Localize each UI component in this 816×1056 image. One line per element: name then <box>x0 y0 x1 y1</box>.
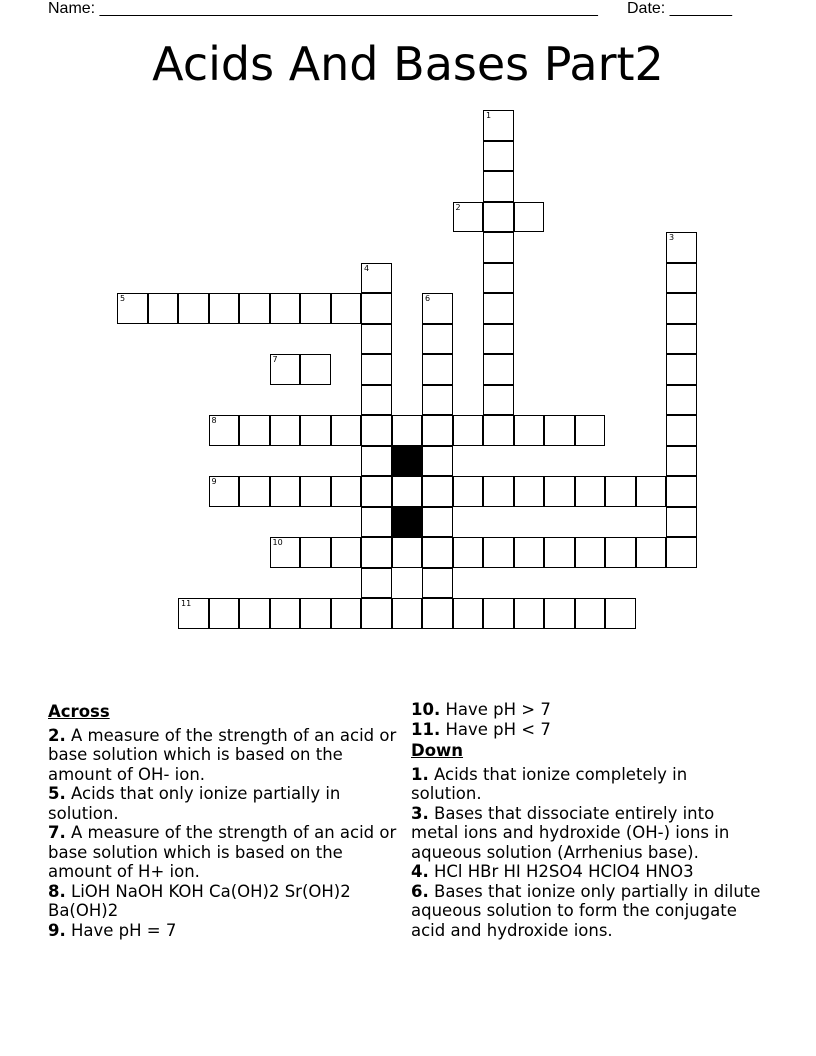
crossword-cell[interactable] <box>666 324 697 355</box>
crossword-cell[interactable] <box>300 476 331 507</box>
crossword-cell[interactable] <box>392 415 423 446</box>
clue-item <box>411 862 761 882</box>
clue-number: 4 <box>364 263 370 273</box>
crossword-cell[interactable] <box>361 476 392 507</box>
crossword-cell[interactable] <box>209 293 240 324</box>
clue-number: 10 <box>272 538 283 547</box>
crossword-cell[interactable] <box>666 293 697 324</box>
crossword-cell[interactable] <box>361 415 392 446</box>
clue-item <box>411 720 761 740</box>
crossword-cell[interactable] <box>544 598 575 629</box>
crossword-cell[interactable] <box>575 415 606 446</box>
date-field-label[interactable]: Date: _______ <box>627 0 732 17</box>
crossword-cell[interactable] <box>636 476 667 507</box>
crossword-cell[interactable] <box>270 537 301 568</box>
crossword-cell[interactable] <box>422 537 453 568</box>
crossword-cell[interactable] <box>331 598 362 629</box>
crossword-cell[interactable] <box>300 598 331 629</box>
crossword-cell[interactable] <box>666 385 697 416</box>
clue-item-number: 3. <box>411 803 429 823</box>
crossword-cell[interactable] <box>422 415 453 446</box>
crossword-cell[interactable] <box>270 293 301 324</box>
crossword-cell[interactable] <box>361 598 392 629</box>
crossword-cell[interactable] <box>300 415 331 446</box>
clue-item-number: 5. <box>48 784 66 803</box>
crossword-cell[interactable] <box>483 598 514 629</box>
crossword-cell[interactable] <box>209 415 240 446</box>
crossword-cell[interactable] <box>361 293 392 324</box>
clue-number: 9 <box>211 477 217 486</box>
crossword-cell[interactable] <box>361 385 392 416</box>
crossword-block-cell <box>392 507 423 538</box>
clue-item <box>48 823 398 882</box>
crossword-cell[interactable] <box>483 202 514 233</box>
clue-item-number: 1. <box>411 764 429 784</box>
crossword-cell[interactable] <box>453 415 484 446</box>
crossword-cell[interactable] <box>453 202 484 233</box>
crossword-cell[interactable] <box>666 537 697 568</box>
crossword-cell[interactable] <box>209 476 240 507</box>
crossword-cell[interactable] <box>422 324 453 355</box>
crossword-cell[interactable] <box>331 537 362 568</box>
crossword-cell[interactable] <box>544 537 575 568</box>
crossword-cell[interactable] <box>666 354 697 385</box>
crossword-cell[interactable] <box>361 568 392 599</box>
crossword-cell[interactable] <box>178 598 209 629</box>
crossword-cell[interactable] <box>575 537 606 568</box>
crossword-cell[interactable] <box>483 476 514 507</box>
crossword-cell[interactable] <box>483 141 514 172</box>
crossword-cell[interactable] <box>483 110 514 141</box>
crossword-cell[interactable] <box>605 537 636 568</box>
crossword-cell[interactable] <box>544 476 575 507</box>
crossword-cell[interactable] <box>514 476 545 507</box>
crossword-cell[interactable] <box>392 537 423 568</box>
name-field-label[interactable]: Name: ________________________________________________________ <box>48 0 598 17</box>
crossword-cell[interactable] <box>270 598 301 629</box>
crossword-cell[interactable] <box>422 568 453 599</box>
crossword-cell[interactable] <box>270 354 301 385</box>
crossword-cell[interactable] <box>666 507 697 538</box>
crossword-cell[interactable] <box>239 476 270 507</box>
crossword-cell[interactable] <box>331 415 362 446</box>
clue-item-text: Have pH < 7 <box>440 719 551 739</box>
crossword-cell[interactable] <box>453 598 484 629</box>
clue-number: 11 <box>181 599 192 608</box>
crossword-cell[interactable] <box>300 354 331 385</box>
crossword-cell[interactable] <box>422 385 453 416</box>
clue-item-number: 8. <box>48 881 66 901</box>
crossword-cell[interactable] <box>300 293 331 324</box>
crossword-cell[interactable] <box>514 537 545 568</box>
crossword-cell[interactable] <box>361 537 392 568</box>
clue-number: 2 <box>455 202 461 212</box>
crossword-cell[interactable] <box>575 476 606 507</box>
clue-item-number: 6. <box>411 881 429 901</box>
clue-item <box>48 784 398 823</box>
clue-item-number: 10. <box>411 700 441 719</box>
down-heading: Down <box>411 741 464 760</box>
clue-item-text: Have pH = 7 <box>65 920 177 940</box>
crossword-cell[interactable] <box>178 293 209 324</box>
clue-item-text: Bases that ionize only partially in dilute aqueous solution to form the conjugate acid and hydroxide ions. <box>411 881 761 940</box>
crossword-cell[interactable] <box>453 537 484 568</box>
crossword-cell[interactable] <box>422 476 453 507</box>
crossword-cell[interactable] <box>422 446 453 477</box>
page-title: Acids And Bases Part2 <box>152 37 664 91</box>
crossword-cell[interactable] <box>483 263 514 294</box>
clue-number: 8 <box>211 416 217 425</box>
crossword-cell[interactable] <box>148 293 179 324</box>
clue-item <box>48 882 398 921</box>
across-clues <box>48 700 398 940</box>
crossword-cell[interactable] <box>483 415 514 446</box>
clue-item <box>48 921 398 941</box>
clue-item <box>411 765 761 804</box>
crossword-cell[interactable] <box>331 476 362 507</box>
crossword-cell[interactable] <box>361 324 392 355</box>
crossword-cell[interactable] <box>483 354 514 385</box>
clue-item-number: 4. <box>411 862 429 881</box>
clue-item-text: Bases that dissociate entirely into metal ions and hydroxide (OH-) ions in aqueous solution (Arrhenius base). <box>411 803 730 862</box>
crossword-cell[interactable] <box>666 446 697 477</box>
crossword-cell[interactable] <box>514 202 545 233</box>
crossword-cell[interactable] <box>392 598 423 629</box>
crossword-cell[interactable] <box>422 598 453 629</box>
crossword-cell[interactable] <box>483 324 514 355</box>
crossword-block-cell <box>392 446 423 477</box>
crossword-cell[interactable] <box>361 354 392 385</box>
crossword-cell[interactable] <box>239 415 270 446</box>
crossword-cell[interactable] <box>666 476 697 507</box>
crossword-cell[interactable] <box>575 598 606 629</box>
crossword-cell[interactable] <box>453 476 484 507</box>
clue-item-number: 7. <box>48 823 66 842</box>
clue-item-text: Acids that only ionize partially in solution. <box>48 784 341 823</box>
clue-number: 3 <box>669 233 675 242</box>
clue-item-text: Acids that ionize completely in solution. <box>411 764 688 803</box>
clue-item-text: Have pH > 7 <box>440 700 551 719</box>
crossword-cell[interactable] <box>392 476 423 507</box>
clue-item-text: A measure of the strength of an acid or base solution which is based on the amount of OH- ion. <box>48 725 397 784</box>
crossword-cell[interactable] <box>666 415 697 446</box>
clue-item-text: HCl HBr HI H2SO4 HClO4 HNO3 <box>428 862 694 881</box>
crossword-cell[interactable] <box>483 232 514 263</box>
crossword-cell[interactable] <box>483 293 514 324</box>
crossword-cell[interactable] <box>483 385 514 416</box>
crossword-cell[interactable] <box>636 537 667 568</box>
crossword-cell[interactable] <box>117 293 148 324</box>
crossword-cell[interactable] <box>605 598 636 629</box>
crossword-cell[interactable] <box>239 293 270 324</box>
crossword-cell[interactable] <box>270 415 301 446</box>
clue-number: 5 <box>120 294 126 303</box>
crossword-cell[interactable] <box>605 476 636 507</box>
crossword-cell[interactable] <box>483 537 514 568</box>
clue-item-number: 9. <box>48 920 66 940</box>
clue-item-number: 11. <box>411 719 441 739</box>
crossword-cell[interactable] <box>514 598 545 629</box>
clue-item-text: A measure of the strength of an acid or base solution which is based on the amount of H+ ion. <box>48 823 397 881</box>
crossword-cell[interactable] <box>239 598 270 629</box>
crossword-cell[interactable] <box>361 263 392 294</box>
clue-number: 7 <box>272 355 278 364</box>
crossword-cell[interactable] <box>361 507 392 538</box>
clue-item <box>411 700 761 720</box>
crossword-cell[interactable] <box>209 598 240 629</box>
crossword-cell[interactable] <box>331 293 362 324</box>
clue-item <box>411 882 761 941</box>
crossword-cell[interactable] <box>422 354 453 385</box>
crossword-cell[interactable] <box>514 415 545 446</box>
clue-number: 1 <box>486 111 492 120</box>
crossword-cell[interactable] <box>666 263 697 294</box>
clue-number: 6 <box>425 294 431 303</box>
crossword-cell[interactable] <box>666 232 697 263</box>
crossword-cell[interactable] <box>483 171 514 202</box>
clue-item <box>411 804 761 863</box>
clue-item <box>48 726 398 785</box>
down-clues-column <box>411 700 761 940</box>
crossword-cell[interactable] <box>300 537 331 568</box>
crossword-cell[interactable] <box>422 293 453 324</box>
crossword-cell[interactable] <box>544 415 575 446</box>
crossword-cell[interactable] <box>422 507 453 538</box>
crossword-cell[interactable] <box>361 446 392 477</box>
across-heading: Across <box>48 702 110 721</box>
clue-item-text: LiOH NaOH KOH Ca(OH)2 Sr(OH)2 Ba(OH)2 <box>48 881 351 920</box>
clue-item-number: 2. <box>48 725 66 745</box>
crossword-cell[interactable] <box>270 476 301 507</box>
